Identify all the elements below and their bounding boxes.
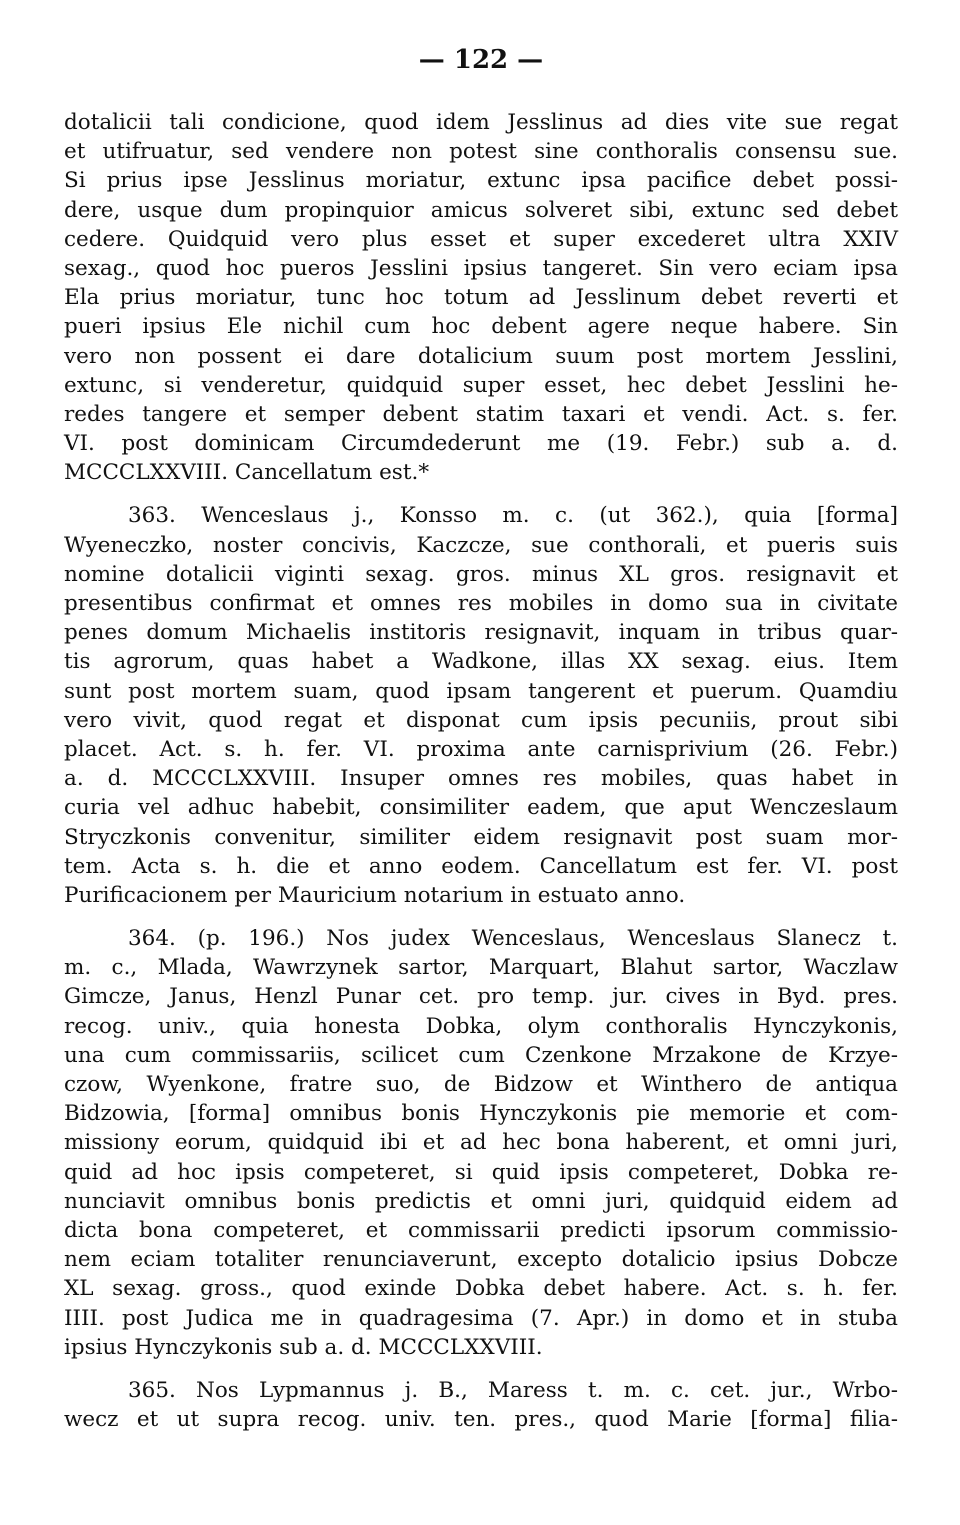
text-line: redes tangere et semper debent statim taxari et vendi. Act. s. fer. [64,401,898,427]
text-line: Purificacionem per Mauricium notarium in estuato anno. [64,882,686,908]
document-page [64,40,898,1434]
text-line: nunciavit omnibus bonis predictis et omni juri, quidquid eidem ad [64,1188,898,1214]
text-line: 363. Wenceslaus j., Konsso m. c. (ut 362.), quia [forma] [128,503,898,529]
entry-363 [64,501,898,910]
text-line: czow, Wyenkone, fratre suo, de Bidzow et Winthero de antiqua [64,1072,898,1097]
entry-continuation [64,108,898,487]
text-line: a. d. MCCCLXXVIII. Insuper omnes res mobiles, quas habet in [64,766,898,792]
text-line: sunt post mortem suam, quod ipsam tangerent et puerum. Quamdiu [64,678,898,704]
text-line: wecz et ut supra recog. univ. ten. pres., quod Marie [forma] filia- [64,1407,898,1433]
text-line: recog. univ., quia honesta Dobka, olym conthoralis Hynczykonis, [64,1013,898,1039]
text-line: Stryczkonis convenitur, similiter eidem resignavit post suam mor- [64,824,898,850]
entry-364 [64,924,898,1362]
text-line: vero non possent ei dare dotalicium suum post mortem Jesslini, [64,343,898,369]
page-number: — 122 — [418,45,544,75]
text-line: missiony eorum, quidquid ibi et ad hec bona haberent, et omni juri, [64,1130,898,1156]
text-line: quid ad hoc ipsis competeret, si quid ipsis competeret, Dobka re- [64,1159,898,1185]
text-line: Bidzowia, [forma] omnibus bonis Hynczykonis pie memorie et com- [64,1101,898,1127]
text-line: Gimcze, Janus, Henzl Punar cet. pro temp. jur. cives in Byd. pres. [64,984,898,1010]
text-line: MCCCLXXVIII. Cancellatum est.* [64,460,430,486]
text-line: et utifruatur, sed vendere non potest sine conthoralis consensu sue. [64,139,898,165]
text-line: vero vivit, quod regat et disponat cum ipsis pecuniis, prout sibi [64,707,898,733]
text-line: sexag., quod hoc pueros Jesslini ipsius tangeret. Sin vero eciam ipsa [64,255,898,281]
text-line: extunc, si venderetur, quidquid super esset, hec debet Jesslini he- [64,372,898,398]
text-line: dere, usque dum propinquior amicus solveret sibi, extunc sed debet [64,197,898,223]
text-line: cedere. Quidquid vero plus esset et super excederet ultra XXIV [64,226,898,252]
text-line: 364. (p. 196.) Nos judex Wenceslaus, Wenceslaus Slanecz t. [128,926,898,952]
text-line: Si prius ipse Jesslinus moriatur, extunc ipsa pacifice debet possi- [64,168,898,194]
text-line: VI. post dominicam Circumdederunt me (19. Febr.) sub a. d. [64,431,898,457]
text-line: nomine dotalicii viginti sexag. gros. minus XL gros. resignavit et [64,561,898,587]
text-line: m. c., Mlada, Wawrzynek sartor, Marquart, Blahut sartor, Waczlaw [64,955,898,981]
text-line: presentibus confirmat et omnes res mobiles in domo sua in civitate [64,591,898,616]
text-line: placet. Act. s. h. fer. VI. proxima ante carnisprivium (26. Febr.) [64,736,898,762]
text-line: tem. Acta s. h. die et anno eodem. Cancellatum est fer. VI. post [64,853,898,879]
entry-365 [64,1376,898,1434]
text-line: tis agrorum, quas habet a Wadkone, illas XX sexag. eius. Item [64,649,898,675]
text-line: dotalicii tali condicione, quod idem Jesslinus ad dies vite sue regat [64,110,898,135]
text-line: ipsius Hynczykonis sub a. d. MCCCLXXVIII. [64,1334,543,1360]
text-line: dicta bona competeret, et commissarii predicti ipsorum commissio- [64,1217,898,1243]
text-line: penes domum Michaelis institoris resignavit, inquam in tribus quar- [64,620,898,646]
text-line: una cum commissariis, scilicet cum Czenkone Mrzakone de Krzye- [64,1042,898,1068]
text-line: Ela prius moriatur, tunc hoc totum ad Jesslinum debet reverti et [64,285,898,311]
text-line: IIII. post Judica me in quadragesima (7. Apr.) in domo et in stuba [64,1305,898,1331]
text-line: pueri ipsius Ele nichil cum hoc debent agere neque habere. Sin [64,314,898,340]
text-line: nem eciam totaliter renunciaverunt, excepto dotalicio ipsius Dobcze [64,1247,898,1273]
text-line: curia vel adhuc habebit, consimiliter eadem, que aput Wenczeslaum [64,795,898,821]
text-line: 365. Nos Lypmannus j. B., Maress t. m. c. cet. jur., Wrbo- [128,1377,898,1403]
text-line: Wyeneczko, noster concivis, Kaczcze, sue conthorali, et pueris suis [64,532,898,558]
text-line: XL sexag. gross., quod exinde Dobka debet habere. Act. s. h. fer. [64,1276,898,1302]
